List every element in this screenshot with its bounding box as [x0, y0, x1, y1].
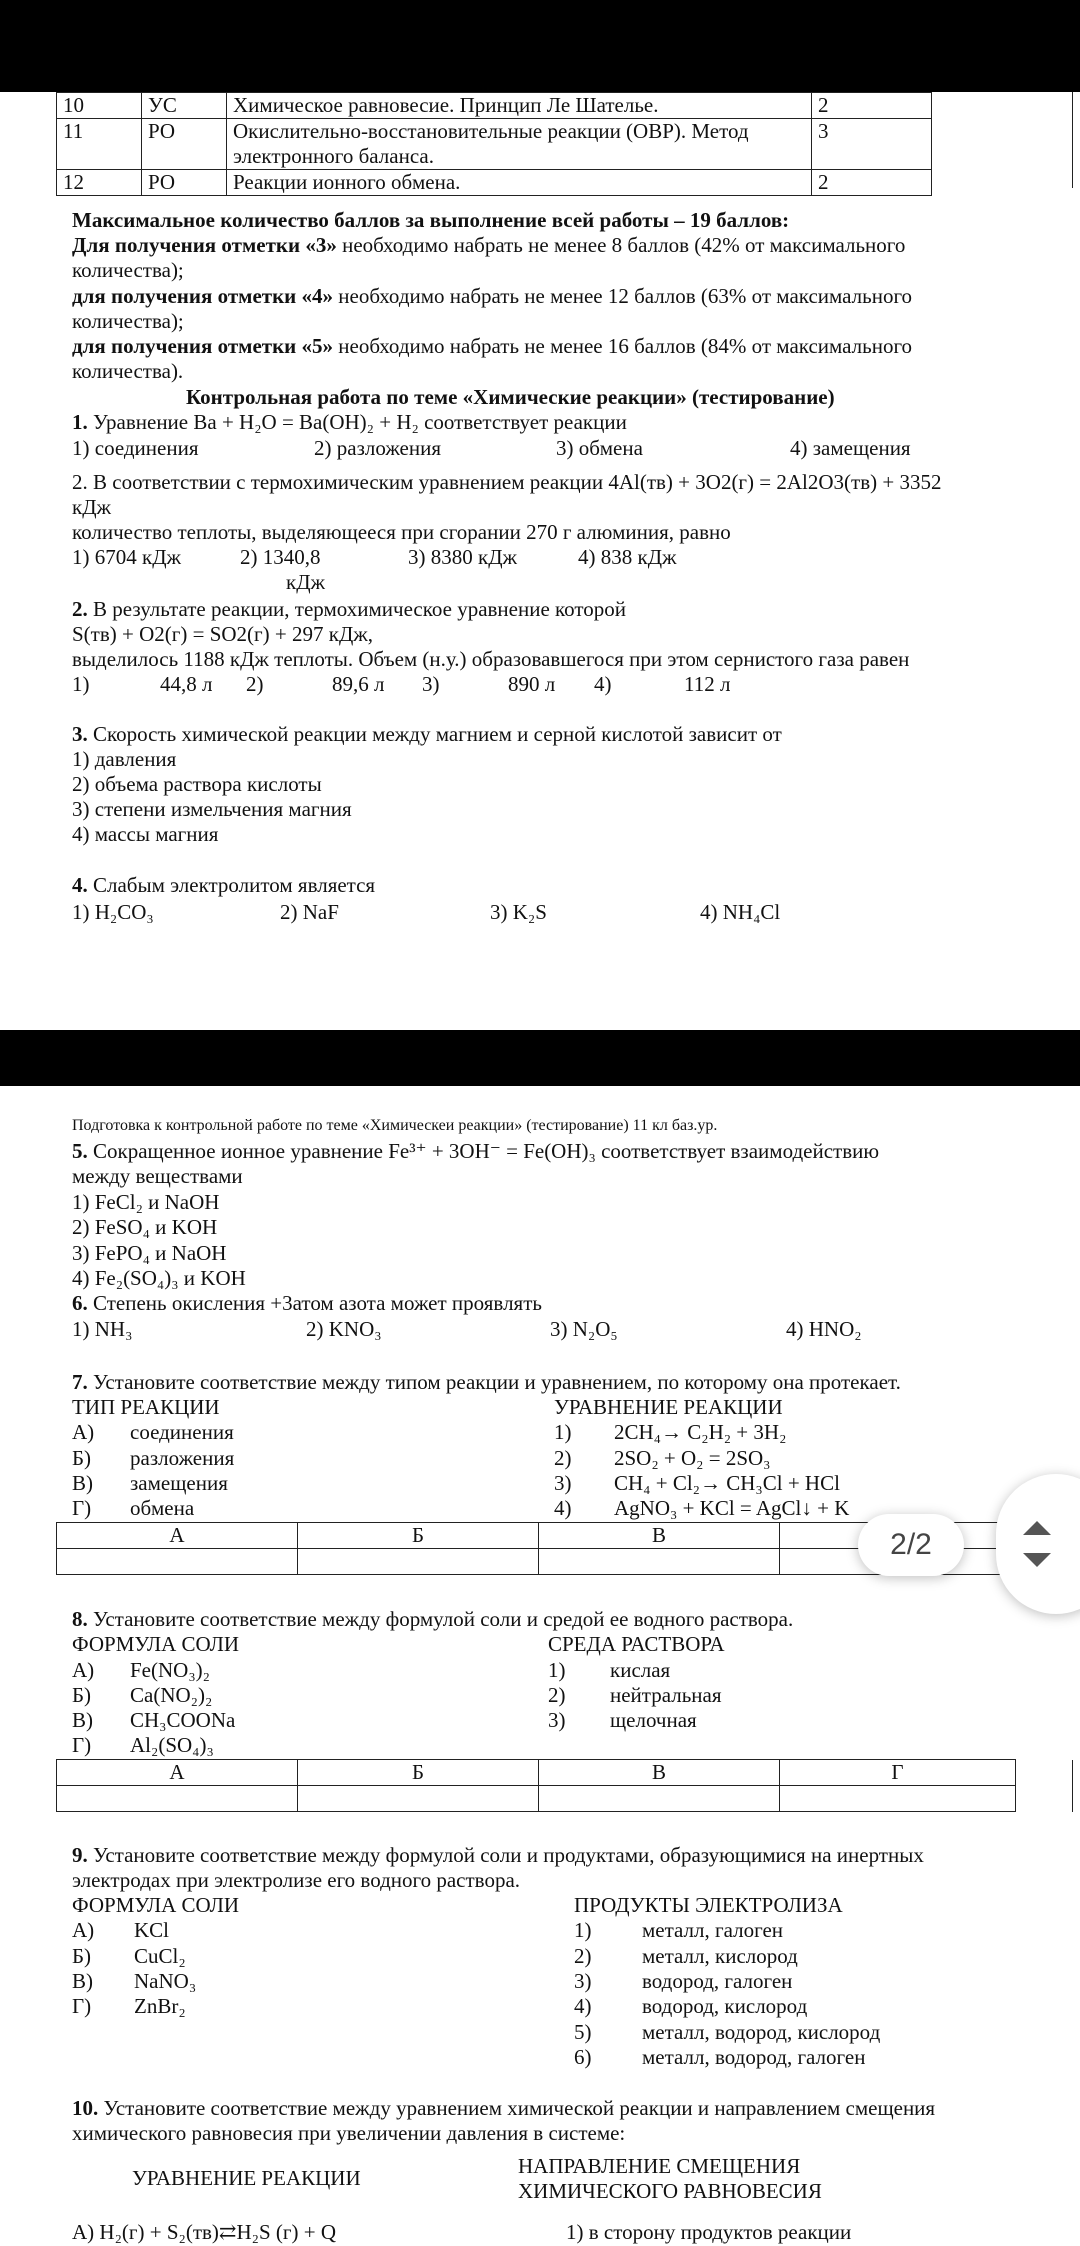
q9-right-item: металл, кислород: [642, 1944, 798, 1968]
q4-option: 3) K₂S: [490, 900, 547, 924]
q9-left-letter: Б): [72, 1944, 92, 1968]
question-10-cont: химического равновесия при увеличении давления в системе:: [72, 2121, 626, 2145]
q5-option: 3) FePO₄ и NaOH: [72, 1241, 227, 1265]
q9-right-num: 5): [574, 2020, 592, 2044]
q7-left-letter: Б): [72, 1446, 92, 1470]
document-page-1: [0, 92, 1080, 1030]
q7-right-num: 2): [554, 1446, 572, 1470]
q6-option: 3) N₂O₅: [550, 1317, 618, 1341]
table-row: 12 РО Реакции ионного обмена. 2: [57, 170, 932, 196]
q3-option: 1) давления: [72, 747, 177, 771]
q6-option: 4) HNO₂: [786, 1317, 862, 1341]
q6-option: 2) KNO₃: [306, 1317, 382, 1341]
q2b-option: 890 л: [508, 672, 556, 696]
q9-right-item: металл, водород, галоген: [642, 2045, 866, 2069]
answer-cell: [298, 1549, 539, 1575]
grade-4-cont: количества);: [72, 309, 184, 333]
q3-option: 4) массы магния: [72, 822, 219, 846]
q3-option: 3) степени измельчения магния: [72, 797, 352, 821]
q8-answer-table: А Б В Г: [56, 1759, 1016, 1812]
grade-5-cont: количества).: [72, 359, 184, 383]
q2a-option: 1) 6704 кДж: [72, 545, 182, 569]
q2a-option: 4) 838 кДж: [578, 545, 677, 569]
question-9-cont: электродах при электролизе его водного раствора.: [72, 1868, 521, 1892]
q7-left-letter: В): [72, 1471, 93, 1495]
q9-left-head: ФОРМУЛА СОЛИ: [72, 1893, 240, 1917]
q7-left-item: обмена: [130, 1496, 195, 1520]
q10-right-head: НАПРАВЛЕНИЕ СМЕЩЕНИЯ: [518, 2154, 801, 2178]
scroll-arrows-icon: [1020, 1515, 1054, 1573]
q4-option: 2) NaF: [280, 900, 339, 924]
question-7: 7. Установите соответствие между типом реакции и уравнением, по которому она протекает.: [72, 1370, 901, 1394]
q7-left-head: ТИП РЕАКЦИИ: [72, 1395, 220, 1419]
q2a-option-cont: кДж: [286, 570, 326, 594]
adjacent-page-edge: [1072, 92, 1073, 188]
q2b-option-num: 1): [72, 672, 90, 696]
q9-right-num: 4): [574, 1994, 592, 2018]
q7-left-item: соединения: [130, 1420, 234, 1444]
grade-3-line: Для получения отметки «3» необходимо набрать не менее 8 баллов (42% от максимального: [72, 233, 906, 257]
question-2a-line2: кДж: [72, 495, 112, 519]
q8-right-head: СРЕДА РАСТВОРА: [548, 1632, 725, 1656]
q10-right-head: ХИМИЧЕСКОГО РАВНОВЕСИЯ: [518, 2179, 822, 2203]
question-2a-line3: количество теплоты, выделяющееся при сгорании 270 г алюминия, равно: [72, 520, 731, 544]
question-4: 4. Слабым электролитом является: [72, 873, 376, 897]
q8-left-letter: В): [72, 1708, 93, 1732]
q8-left-letter: Б): [72, 1683, 92, 1707]
q5-option: 4) Fe₂(SO₄)₃ и KOH: [72, 1266, 246, 1290]
q8-right-num: 2): [548, 1683, 566, 1707]
page-indicator: [858, 1514, 964, 1576]
grade-4-line: для получения отметки «4» необходимо набрать не менее 12 баллов (63% от максимального: [72, 284, 913, 308]
q7-left-letter: А): [72, 1420, 95, 1444]
q10-left-head: УРАВНЕНИЕ РЕАКЦИИ: [132, 2166, 361, 2190]
question-1: 1. Уравнение Ba + H₂O = Ba(OH)₂ + H₂ соответствует реакции: [72, 410, 627, 434]
q7-right-item: AgNO₃ + KCl = AgCl↓ + K: [614, 1496, 850, 1520]
q9-right-item: металл, водород, кислород: [642, 2020, 881, 2044]
answer-cell: [780, 1786, 1016, 1812]
q9-left-letter: В): [72, 1969, 93, 1993]
q9-left-item: NaNO₃: [134, 1969, 197, 1993]
q8-left-item: Fe(NO₃)₂: [130, 1658, 210, 1682]
q2b-option-num: 3): [422, 672, 440, 696]
answer-cell: [57, 1549, 298, 1575]
q5-option: 1) FeCl₂ и NaOH: [72, 1190, 220, 1214]
answer-cell: [298, 1786, 539, 1812]
answer-cell: [539, 1549, 780, 1575]
question-2b-line3: выделилось 1188 кДж теплоты. Объем (н.у.) образовавшегося при этом сернистого газа равен: [72, 647, 910, 671]
q8-left-item: CH₃COONa: [130, 1708, 236, 1732]
table-row: 11 РО Окислительно-восстановительные реакции (ОВР). Метод электронного баланса. 3: [57, 119, 932, 170]
q9-right-num: 1): [574, 1918, 592, 1942]
q2b-option: 112 л: [684, 672, 731, 696]
q7-left-item: замещения: [130, 1471, 228, 1495]
question-2b-eq: S(тв) + O2(г) = SO2(г) + 297 кДж,: [72, 622, 374, 646]
q9-left-letter: Г): [72, 1994, 92, 2018]
question-3: 3. Скорость химической реакции между магнием и серной кислотой зависит от: [72, 722, 782, 746]
q8-right-num: 3): [548, 1708, 566, 1732]
page-header: Подготовка к контрольной работе по теме «Химическеи реакции» (тестирование) 11 кл баз.ур.: [72, 1117, 718, 1134]
q9-left-letter: А): [72, 1918, 95, 1942]
q9-right-item: водород, кислород: [642, 1994, 808, 2018]
q2b-option: 44,8 л: [160, 672, 213, 696]
answer-cell: [539, 1786, 780, 1812]
question-9: 9. Установите соответствие между формулой соли и продуктами, образующимися на инертных: [72, 1843, 924, 1867]
question-2b: 2. В результате реакции, термохимическое уравнение которой: [72, 597, 627, 621]
question-2a: 2. В соответствии с термохимическим уравнением реакции 4Al(тв) + 3O2(г) = 2Al2O3(тв) + 3352: [72, 470, 942, 494]
q9-right-num: 6): [574, 2045, 592, 2069]
q9-left-item: ZnBr₂: [134, 1994, 186, 2018]
q2b-option-num: 4): [594, 672, 612, 696]
q4-option: 1) H₂CO₃: [72, 900, 154, 924]
q7-right-num: 1): [554, 1420, 572, 1444]
q7-left-item: разложения: [130, 1446, 235, 1470]
question-10: 10. Установите соответствие между уравнением химической реакции и направлением смещения: [72, 2096, 936, 2120]
q8-right-item: нейтральная: [610, 1683, 722, 1707]
q7-right-item: 2CH₄→ C₂H₂ + 3H₂: [614, 1420, 787, 1444]
question-6: 6. Степень окисления +3атом азота может проявлять: [72, 1291, 542, 1315]
q6-option: 1) NH₃: [72, 1317, 133, 1341]
q7-right-item: 2SO₂ + O₂ = 2SO₃: [614, 1446, 771, 1470]
answer-cell: [57, 1786, 298, 1812]
q9-left-item: KCl: [134, 1918, 170, 1942]
q7-right-item: CH₄ + Cl₂→ CH₃Cl + HCl: [614, 1471, 840, 1495]
q7-right-num: 3): [554, 1471, 572, 1495]
q9-right-num: 2): [574, 1944, 592, 1968]
question-5-cont: между веществами: [72, 1164, 243, 1188]
q2b-option-num: 2): [246, 672, 264, 696]
q1-option: 3) обмена: [556, 436, 643, 460]
q7-right-head: УРАВНЕНИЕ РЕАКЦИИ: [554, 1395, 783, 1419]
q9-right-item: водород, галоген: [642, 1969, 793, 1993]
q10-left-item: А) H₂(г) + S₂(тв)⇄H₂S (г) + Q: [72, 2220, 337, 2244]
grade-3-cont: количества);: [72, 258, 184, 282]
q9-right-head: ПРОДУКТЫ ЭЛЕКТРОЛИЗА: [574, 1893, 843, 1917]
q9-right-item: металл, галоген: [642, 1918, 784, 1942]
q3-option: 2) объема раствора кислоты: [72, 772, 322, 796]
q7-right-num: 4): [554, 1496, 572, 1520]
q2a-option: 2) 1340,8: [240, 545, 321, 569]
question-8: 8. Установите соответствие между формулой соли и средой ее водного раствора.: [72, 1607, 794, 1631]
q10-right-item: 1) в сторону продуктов реакции: [566, 2220, 852, 2244]
max-score-text: Максимальное количество баллов за выполнение всей работы – 19 баллов:: [72, 208, 790, 232]
q8-left-head: ФОРМУЛА СОЛИ: [72, 1632, 240, 1656]
adjacent-page-edge: [1072, 1760, 1073, 1812]
q7-left-letter: Г): [72, 1496, 92, 1520]
q5-option: 2) FeSO₄ и KOH: [72, 1215, 218, 1239]
q8-right-num: 1): [548, 1658, 566, 1682]
q1-option: 2) разложения: [314, 436, 442, 460]
test-title: Контрольная работа по теме «Химические реакции» (тестирование): [186, 385, 835, 409]
q8-left-letter: Г): [72, 1733, 92, 1757]
q1-option: 4) замещения: [790, 436, 911, 460]
table-row: 10 УС Химическое равновесие. Принцип Ле Шателье. 2: [57, 93, 932, 119]
document-page-2: [0, 1086, 1080, 2246]
q8-right-item: щелочная: [610, 1708, 697, 1732]
q8-left-letter: А): [72, 1658, 95, 1682]
q1-option: 1) соединения: [72, 436, 199, 460]
q8-left-item: Ca(NO₂)₂: [130, 1683, 213, 1707]
q2b-option: 89,6 л: [332, 672, 385, 696]
q2a-option: 3) 8380 кДж: [408, 545, 518, 569]
q9-right-num: 3): [574, 1969, 592, 1993]
top-black-bar: [0, 0, 1080, 92]
page-separator-bar: [0, 1030, 1080, 1086]
q4-option: 4) NH₄Cl: [700, 900, 781, 924]
page-indicator-text: 2/2: [890, 1528, 932, 1561]
scoring-table: [56, 92, 932, 196]
q7-answer-table: А Б В: [56, 1522, 1016, 1575]
grade-5-line: для получения отметки «5» необходимо набрать не менее 16 баллов (84% от максимального: [72, 334, 913, 358]
q9-left-item: CuCl₂: [134, 1944, 186, 1968]
q8-right-item: кислая: [610, 1658, 671, 1682]
question-5: 5. Сокращенное ионное уравнение Fe³⁺ + 3OH⁻ = Fe(OH)₃ соответствует взаимодействию: [72, 1139, 880, 1163]
q8-left-item: Al₂(SO₄)₃: [130, 1733, 214, 1757]
